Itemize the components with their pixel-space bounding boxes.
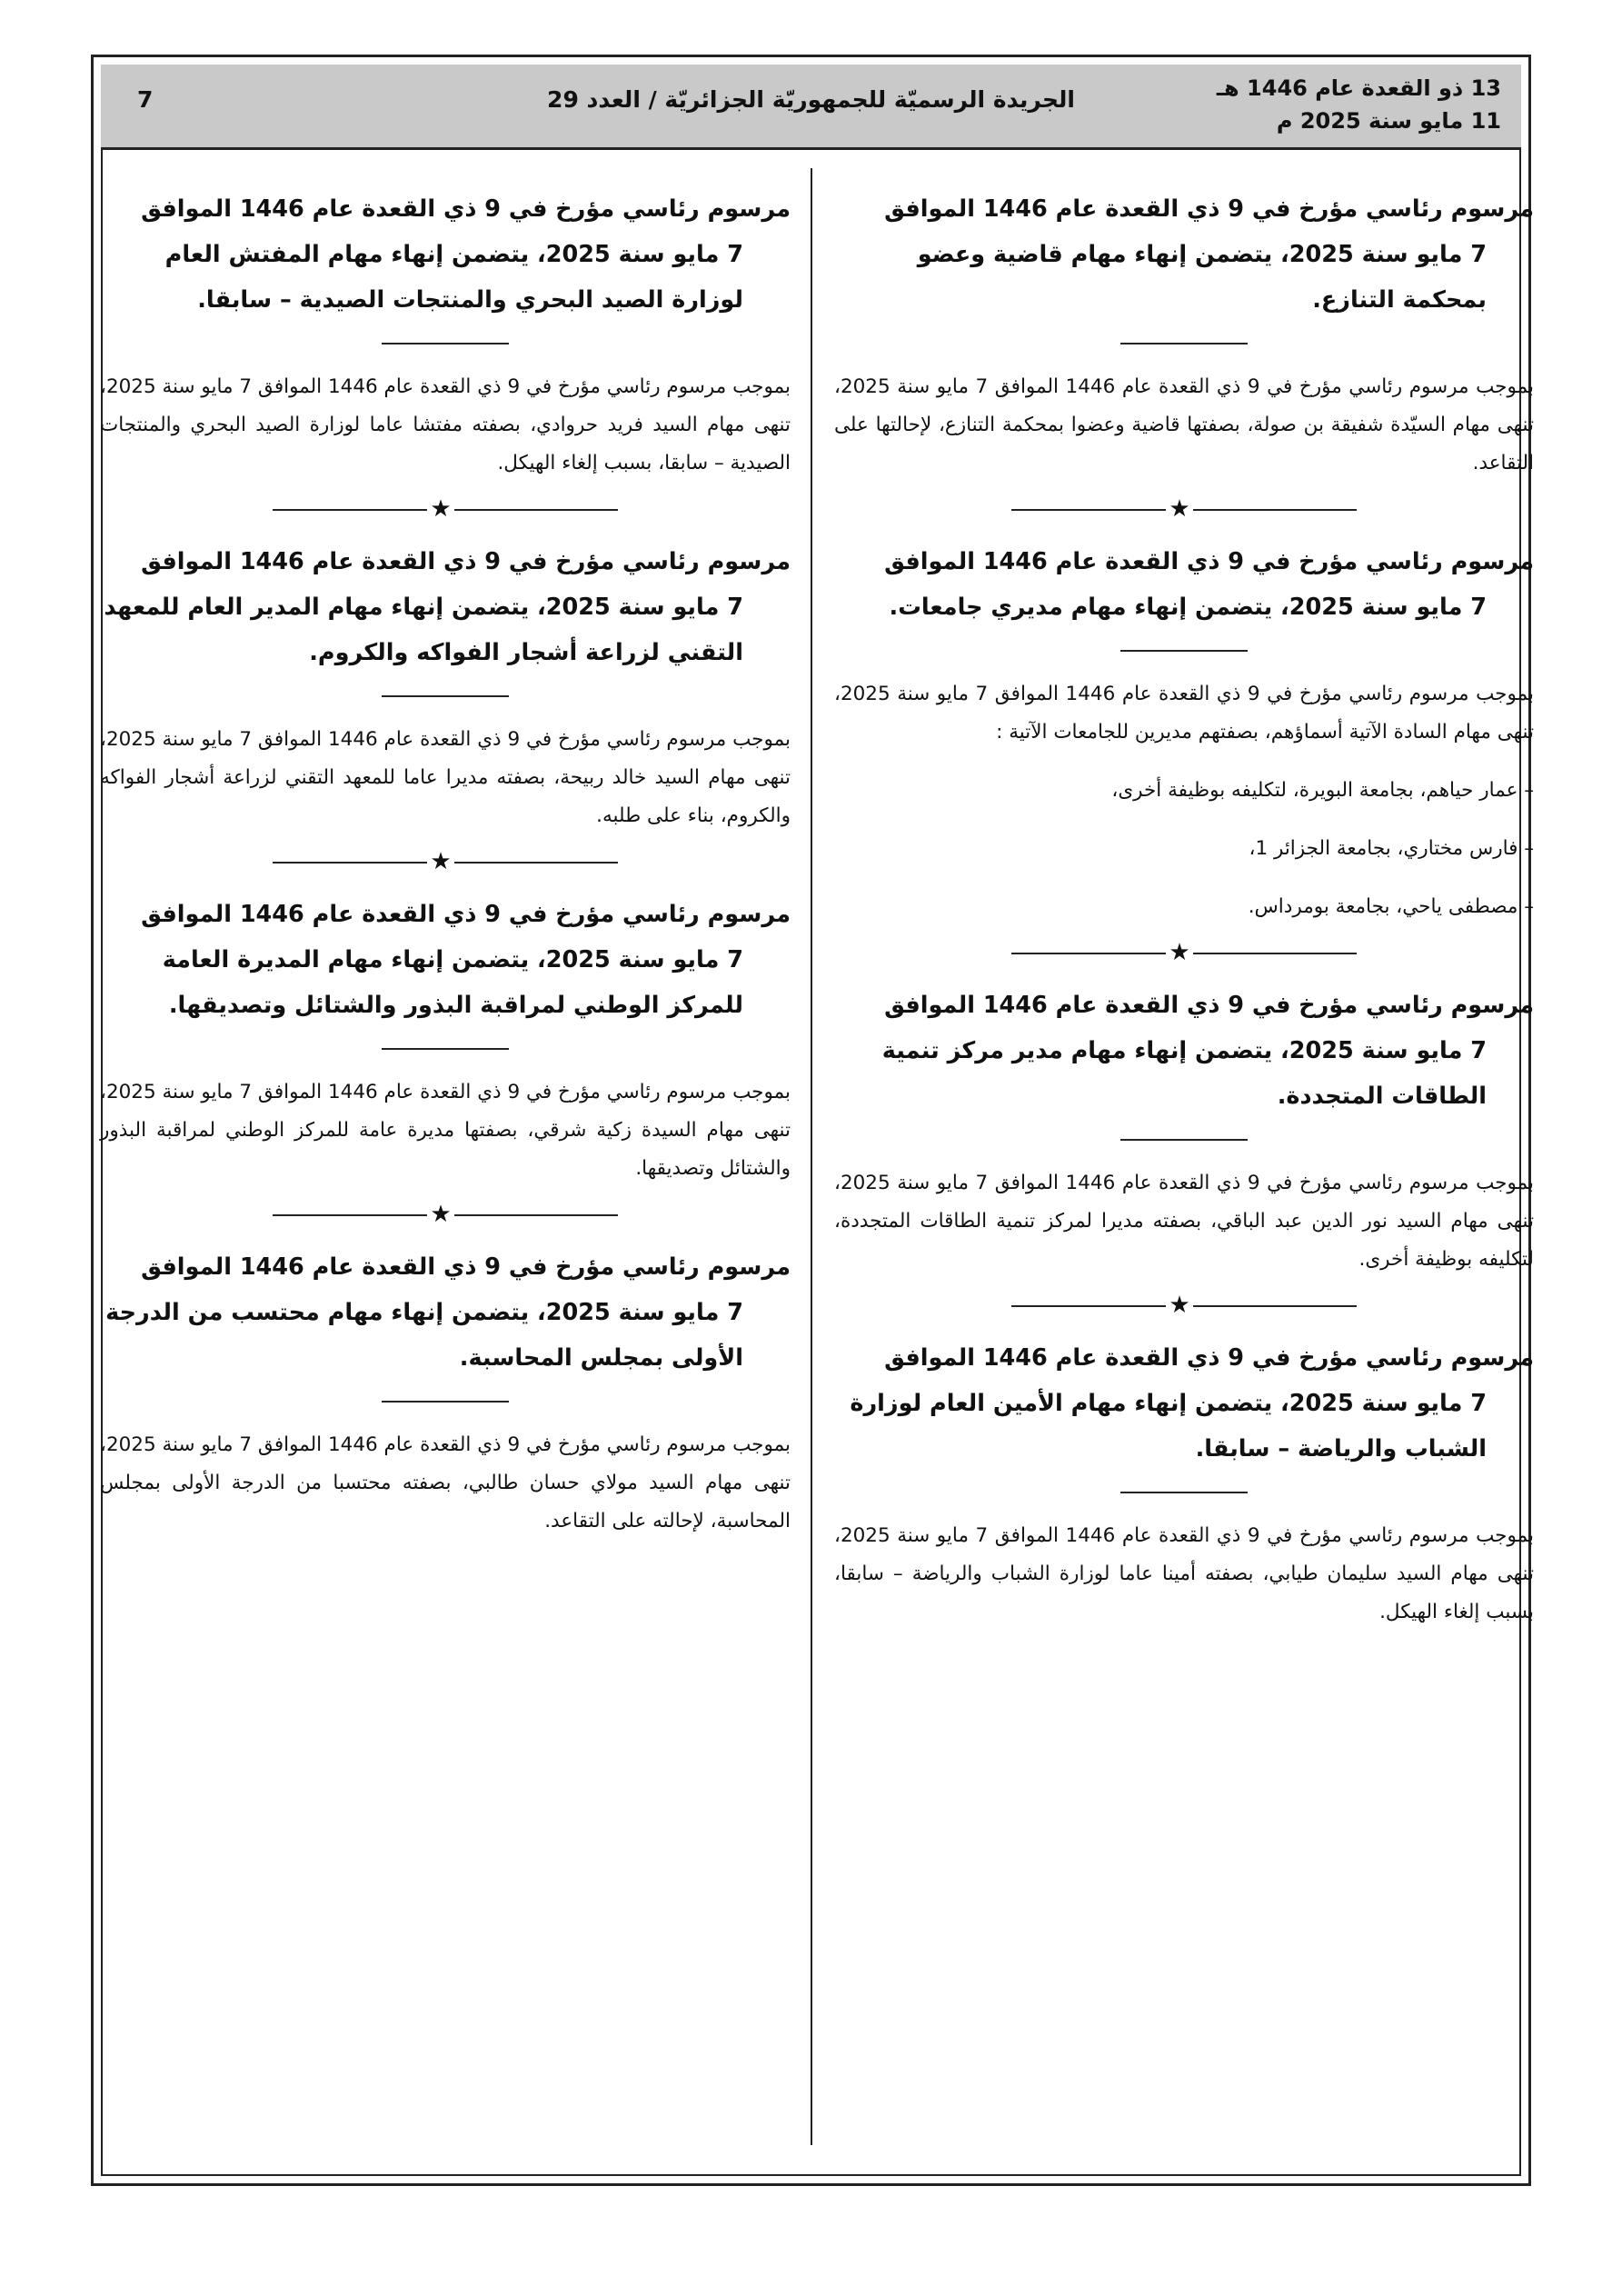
decree-body: بموجب مرسوم رئاسي مؤرخ في 9 ذي القعدة عام 1446 الموافق 7 مايو سنة 2025، تنهى مهام السيد فريد حروادي، بصفته مفتشا عاما لوزارة الصيد البحري والمنتجات الصيدية – سابقا، بسبب إلغاء الهيكل. — [100, 375, 791, 474]
left-column — [100, 186, 791, 1541]
star-icon: ★ — [427, 495, 454, 523]
star-separator — [273, 848, 618, 875]
list-item: – فارس مختاري، بجامعة الجزائر 1، — [1249, 837, 1534, 860]
decree-title: مرسوم رئاسي مؤرخ في 9 ذي القعدة عام 1446 الموافق 7 مايو سنة 2025، يتضمن إنهاء مهام الأمين العام لوزارة الشباب والرياضة – سابقا. — [850, 1344, 1534, 1462]
decree-title: مرسوم رئاسي مؤرخ في 9 ذي القعدة عام 1446 الموافق 7 مايو سنة 2025، يتضمن إنهاء مهام مديري جامعات. — [884, 548, 1534, 621]
decree-title: مرسوم رئاسي مؤرخ في 9 ذي القعدة عام 1446 الموافق 7 مايو سنة 2025، يتضمن إنهاء مهام المدير العام للمعهد التقني لزراعة أشجار الفواكه والكروم. — [104, 548, 791, 666]
decree — [100, 892, 791, 1188]
list-item: – عمار حياهم، بجامعة البويرة، لتكليفه بوظيفة أخرى، — [1111, 779, 1534, 802]
star-icon: ★ — [1166, 1292, 1193, 1319]
star-separator — [1011, 939, 1357, 966]
title-rule — [1120, 1139, 1248, 1141]
decree-title: مرسوم رئاسي مؤرخ في 9 ذي القعدة عام 1446 الموافق 7 مايو سنة 2025، يتضمن إنهاء مهام مدير مركز تنمية الطاقات المتجددة. — [881, 992, 1534, 1110]
title-rule — [1120, 343, 1248, 344]
header-date-gregorian: 11 مايو سنة 2025 م — [1276, 108, 1501, 134]
star-separator — [1011, 495, 1357, 523]
decree-title: مرسوم رئاسي مؤرخ في 9 ذي القعدة عام 1446 الموافق 7 مايو سنة 2025، يتضمن إنهاء مهام قاضية وعضو بمحكمة التنازع. — [884, 195, 1534, 314]
title-rule — [1120, 1492, 1248, 1493]
star-separator — [273, 495, 618, 523]
decree — [100, 1244, 791, 1541]
star-separator — [273, 1201, 618, 1228]
right-column — [834, 186, 1534, 1632]
page-number: 7 — [137, 86, 154, 113]
title-rule — [1120, 650, 1248, 652]
decree-body: بموجب مرسوم رئاسي مؤرخ في 9 ذي القعدة عام 1446 الموافق 7 مايو سنة 2025، تنهى مهام السيد خالد ربيحة، بصفته مديرا عاما للمعهد التقني لزراعة أشجار الفواكه والكروم، بناء على طلبه. — [100, 728, 791, 827]
header-date-hijri: 13 ذو القعدة عام 1446 هـ — [1216, 75, 1501, 101]
decree-body: بموجب مرسوم رئاسي مؤرخ في 9 ذي القعدة عام 1446 الموافق 7 مايو سنة 2025، تنهى مهام السيد مولاي حسان طالبي، بصفته محتسبا من الدرجة الأولى بمجلس المحاسبة، لإحالته على التقاعد. — [100, 1433, 791, 1532]
star-icon: ★ — [427, 848, 454, 875]
title-rule — [382, 1048, 509, 1050]
decree-body: بموجب مرسوم رئاسي مؤرخ في 9 ذي القعدة عام 1446 الموافق 7 مايو سنة 2025، تنهى مهام السيد سليمان طيابي، بصفته أمينا عاما لوزارة الشباب والرياضة – سابقا، بسبب إلغاء الهيكل. — [834, 1524, 1534, 1623]
title-rule — [382, 695, 509, 697]
list-item: – مصطفى ياحي، بجامعة بومرداس. — [1248, 895, 1534, 918]
decree-body: بموجب مرسوم رئاسي مؤرخ في 9 ذي القعدة عام 1446 الموافق 7 مايو سنة 2025، تنهى مهام السيدة زكية شرقي، بصفتها مديرة عامة للمركز الوطني لمراقبة البذور والشتائل وتصديقها. — [100, 1081, 791, 1180]
star-icon: ★ — [1166, 939, 1193, 966]
decree-body: بموجب مرسوم رئاسي مؤرخ في 9 ذي القعدة عام 1446 الموافق 7 مايو سنة 2025، تنهى مهام السيد نور الدين عبد الباقي، بصفته مديرا لمركز تنمية الطاقات المتجددة، لتكليفه بوظيفة أخرى. — [834, 1172, 1534, 1271]
decree — [834, 539, 1534, 926]
title-rule — [382, 343, 509, 344]
decree — [834, 983, 1534, 1279]
star-icon: ★ — [427, 1201, 454, 1228]
decree-title: مرسوم رئاسي مؤرخ في 9 ذي القعدة عام 1446 الموافق 7 مايو سنة 2025، يتضمن إنهاء مهام المديرة العامة للمركز الوطني لمراقبة البذور والشتائل وتصديقها. — [141, 901, 791, 1019]
column-divider — [811, 168, 812, 2145]
decree — [834, 186, 1534, 483]
decree-body: بموجب مرسوم رئاسي مؤرخ في 9 ذي القعدة عام 1446 الموافق 7 مايو سنة 2025، تنهى مهام السيّدة شفيقة بن صولة، بصفتها قاضية وعضوا بمحكمة التنازع، لإحالتها على التقاعد. — [834, 375, 1534, 474]
star-icon: ★ — [1166, 495, 1193, 523]
decree — [100, 186, 791, 483]
decree-title: مرسوم رئاسي مؤرخ في 9 ذي القعدة عام 1446 الموافق 7 مايو سنة 2025، يتضمن إنهاء مهام محتسب من الدرجة الأولى بمجلس المحاسبة. — [105, 1253, 791, 1372]
title-rule — [382, 1401, 509, 1403]
decree — [100, 539, 791, 835]
decree-body: بموجب مرسوم رئاسي مؤرخ في 9 ذي القعدة عام 1446 الموافق 7 مايو سنة 2025، تنهى مهام السادة الآتية أسماؤهم، بصفتهم مديرين للجامعات الآتية : — [834, 683, 1534, 744]
header-title: الجريدة الرسميّة للجمهوريّة الجزائريّة / العدد 29 — [547, 86, 1075, 113]
decree-title: مرسوم رئاسي مؤرخ في 9 ذي القعدة عام 1446 الموافق 7 مايو سنة 2025، يتضمن إنهاء مهام المفتش العام لوزارة الصيد البحري والمنتجات الصيدية – سابقا. — [141, 195, 791, 314]
star-separator — [1011, 1292, 1357, 1319]
decree — [834, 1335, 1534, 1632]
page-header — [101, 65, 1521, 150]
